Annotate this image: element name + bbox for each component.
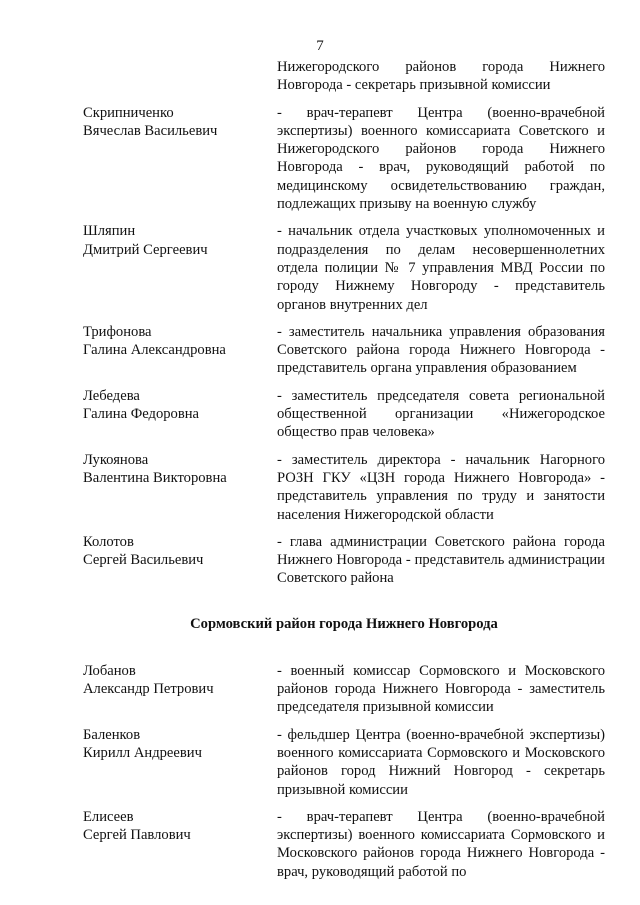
member-role: - врач-терапевт Центра (военно-врачебной экспертизы) военного комиссариата Сормовского и Московского районов города Нижнего Новгорода - врач, руководящий работой по	[277, 808, 605, 880]
member-name-line: Елисеев	[83, 808, 134, 825]
member-entry	[83, 222, 605, 313]
member-name	[83, 451, 273, 524]
member-name	[83, 726, 273, 799]
member-entry	[83, 726, 605, 799]
member-name	[83, 533, 273, 588]
member-role: - фельдшер Центра (военно-врачебной экспертизы) военного комиссариата Сормовского и Московского районов город Нижний Новгород - секретарь призывной комиссии	[277, 726, 605, 798]
member-entry	[83, 533, 605, 588]
member-name-line: Лукоянова	[83, 451, 149, 468]
document-body	[83, 58, 605, 890]
member-name	[83, 104, 273, 214]
member-entry	[83, 58, 605, 95]
member-name-line: Шляпин	[83, 223, 136, 240]
member-name-line: Галина Федоровна	[83, 406, 200, 423]
commission-list-sormovsky	[83, 662, 605, 881]
member-name	[83, 323, 273, 378]
member-entry	[83, 323, 605, 378]
member-name	[83, 58, 273, 95]
member-name	[83, 808, 273, 881]
member-entry	[83, 104, 605, 214]
member-entry	[83, 387, 605, 442]
member-name-line: Сергей Павлович	[83, 827, 191, 844]
member-name-line: Валентина Викторовна	[83, 469, 227, 486]
member-role: - врач-терапевт Центра (военно-врачебной экспертизы) военного комиссариата Советского и Нижегородского районов города Нижнего Новгорода - врач, руководящий работой по медицинскому освидетельствованию граждан, подлежащих призыву на военную службу	[277, 104, 605, 213]
member-role: - военный комиссар Сормовского и Московского районов города Нижнего Новгорода - заместитель председателя призывной комиссии	[277, 662, 605, 716]
member-role: - начальник отдела участковых уполномоченных и подразделения по делам несовершеннолетних отдела полиции № 7 управления МВД России по городу Нижнему Новгороду - представитель органов внутренних дел	[277, 223, 605, 313]
member-name-line: Кирилл Андреевич	[83, 744, 202, 761]
member-role: Нижегородского районов города Нижнего Новгорода - секретарь призывной комиссии	[277, 59, 605, 94]
member-name-line: Скрипниченко	[83, 104, 174, 121]
member-role: - заместитель начальника управления образования Советского района города Нижнего Новгорода - представитель органа управления образованием	[277, 323, 605, 377]
section-title: Сормовский район города Нижнего Новгорода	[190, 615, 498, 632]
member-name-line: Лебедева	[83, 387, 140, 404]
member-name-line: Лобанов	[83, 662, 136, 679]
member-name	[83, 387, 273, 442]
member-name-line: Баленков	[83, 726, 141, 743]
member-name-line: Колотов	[83, 533, 134, 550]
member-name-line: Вячеслав Васильевич	[83, 122, 218, 139]
member-name-line: Александр Петрович	[83, 681, 214, 698]
member-name-line: Сергей Васильевич	[83, 552, 204, 569]
page-number: 7	[316, 38, 324, 54]
member-name-line: Галина Александровна	[83, 342, 226, 359]
member-role: - заместитель директора - начальник Нагорного РОЗН ГКУ «ЦЗН города Нижнего Новгорода» - представитель управления по труду и занятости населения Нижегородской области	[277, 451, 605, 523]
member-name-line: Дмитрий Сергеевич	[83, 241, 208, 258]
member-role: - глава администрации Советского района города Нижнего Новгорода - представитель администрации Советского района	[277, 533, 605, 587]
member-entry	[83, 808, 605, 881]
member-name	[83, 222, 273, 313]
member-name-line: Трифонова	[83, 323, 152, 340]
member-name	[83, 662, 273, 717]
commission-list-soviet	[83, 58, 605, 588]
member-entry	[83, 662, 605, 717]
member-role: - заместитель председателя совета региональной общественной организации «Нижегородское общество прав человека»	[277, 387, 605, 441]
member-entry	[83, 451, 605, 524]
